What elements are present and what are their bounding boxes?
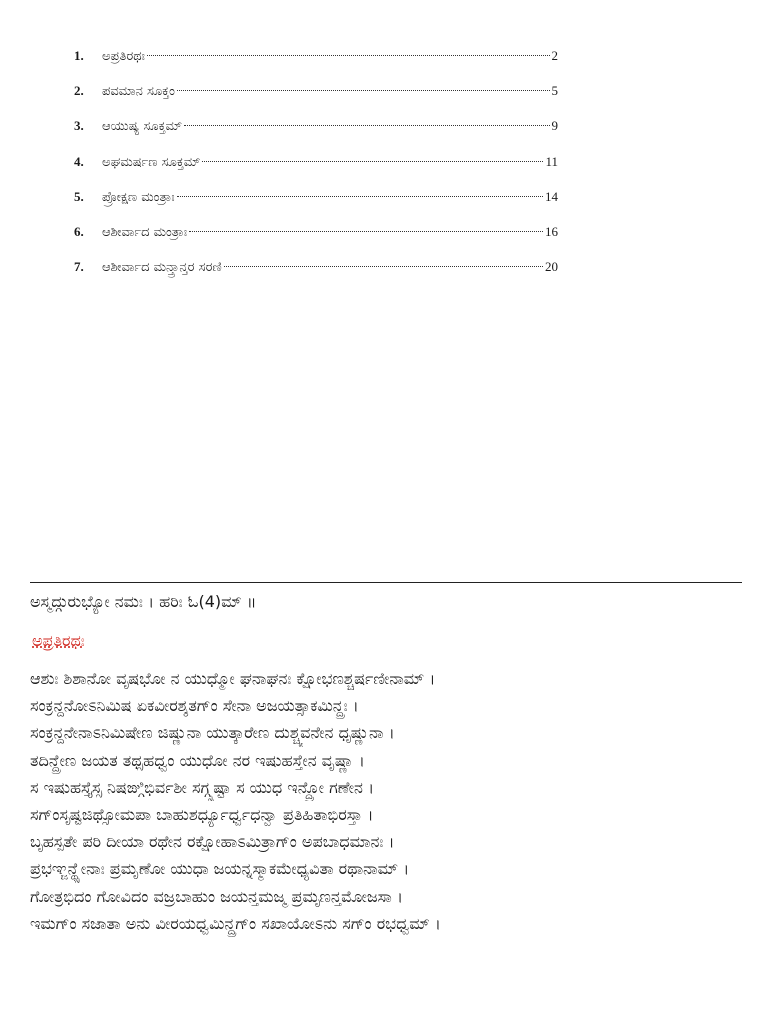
toc-entry[interactable] [74,116,558,151]
salutation-line: ಅಸ್ಮದ್ಗುರುಭ್ಯೋ ನಮಃ । ಹರಿಃ ಓ(4)ಮ್ ॥ [30,592,257,611]
toc-entry-number: 5. [74,188,84,204]
toc-entry-number: 2. [74,83,84,99]
toc-entry-title[interactable]: ಪವಮಾನ ಸೂಕ್ತಂ [102,84,175,100]
verse-line: ಸಂಕ್ರನ್ದನೋಽನಿಮಿಷ ಏಕವೀರಶ್ಶತಗ್ಂ ಸೇನಾ ಅಜಯತ್ಸಾಕಮಿನ್ದ್ರಃ । [30,696,359,716]
toc-entry[interactable] [74,81,558,116]
toc-dot-leader [177,196,543,197]
toc-entry-page[interactable]: 5 [551,83,558,99]
toc-entry[interactable] [74,46,558,81]
toc-entry[interactable] [74,222,558,257]
section-heading: ಅಪ್ರತಿರಥಃ [32,631,85,650]
toc-dot-leader [177,90,550,91]
verse-line: ಸಂಕ್ರನ್ದನೇನಾಽನಿಮಿಷೇಣ ಜಿಷ್ಣುನಾ ಯುತ್ಕಾರೇಣ ದುಶ್ಚ್ಯವನೇನ ಧೃಷ್ಣುನಾ । [30,723,395,743]
toc-entry-title[interactable]: ಆಶೀರ್ವಾದ ಮಂತ್ರಾಃ [102,224,188,240]
toc-dot-leader [147,55,550,56]
toc-entry-title[interactable]: ಪ್ರೋಕ್ಷಣ ಮಂತ್ರಾಃ [102,189,175,205]
verse-line: ಇಮಗ್ಂ ಸಜಾತಾ ಅನು ವೀರಯಧ್ವಮಿನ್ದ್ರಗ್ಂ ಸಖಾಯೋಽನು ಸಗ್ಂ ರಭಧ್ವಮ್ । [30,913,441,933]
table-of-contents [74,46,558,292]
toc-entry-title[interactable]: ಆಯುಷ್ಯ ಸೂಕ್ತಮ್ [102,119,183,135]
verse-line: ಪ್ರಭಞ್ಜನ್ಥ್ಸೇನಾಃ ಪ್ರಮೃಣೋ ಯುಧಾ ಜಯನ್ನಸ್ಮಾಕಮೇಧ್ಯವಿತಾ ರಥಾನಾಮ್ । [30,859,410,879]
verse-line: ತದಿನ್ದ್ರೇಣ ಜಯತ ತಥ್ಸಹಧ್ವಂ ಯುಧೋ ನರ ಇಷುಹಸ್ತೇನ ವೃಷ್ಣಾ । [30,750,365,770]
verse-line: ಸ ಇಷುಹಸ್ತೈಸ್ಸ ನಿಷಙ್ಗಿಭಿರ್ವಶೀ ಸಗ್ಗ್ಸ್ರಷ್ಟಾ ಸ ಯುಧ ಇನ್ದ್ರೋ ಗಣೇನ । [30,777,375,797]
toc-dot-leader [202,161,543,162]
toc-entry-number: 7. [74,259,84,275]
verse-line: ಆಶುಃ ಶಿಶಾನೋ ವೃಷಭೋ ನ ಯುಧ್ಮೋ ಘನಾಘನಃ ಕ್ಷೋಭಣಶ್ಚರ್ಷಣೀನಾಮ್ । [30,669,436,688]
toc-entry[interactable] [74,187,558,222]
toc-entry-title[interactable]: ಅಘಮರ್ಷಣ ಸೂಕ್ತಮ್ [102,154,201,170]
toc-entry-title[interactable]: ಅಪ್ರತಿರಥಃ [102,49,145,64]
toc-entry-page[interactable]: 11 [545,153,558,169]
toc-entry-number: 6. [74,223,84,239]
toc-entry-page[interactable]: 20 [545,259,558,275]
verse-line: ಬೃಹಸ್ಪತೇ ಪರಿ ದೀಯಾ ರಥೇನ ರಕ್ಷೋಹಾಽಮಿತ್ರಾಗ್ಂ ಅಪಬಾಧಮಾನಃ । [30,832,395,852]
toc-dot-leader [224,266,543,267]
verse-block [30,665,750,937]
toc-entry[interactable] [74,152,558,187]
toc-dot-leader [189,231,543,232]
toc-entry[interactable] [74,257,558,292]
toc-entry-page[interactable]: 2 [551,48,558,63]
toc-entry-number: 3. [74,118,84,134]
verse-line: ಸಗ್ಂಸೃಷ್ಟಜಿಥ್ಸೋಮಪಾ ಬಾಹುಶರ್ಧ್ಯೂರ್ಧ್ವಧನ್ವಾ ಪ್ರತಿಹಿತಾಭಿರಸ್ತಾ । [30,804,374,824]
toc-entry-number: 1. [74,48,84,63]
verse-line: ಗೋತ್ರಭಿದಂ ಗೋವಿದಂ ವಜ್ರಬಾಹುಂ ಜಯನ್ತಮಜ್ಮ ಪ್ರಮೃಣನ್ತಮೋಜಸಾ । [30,886,403,906]
toc-entry-title[interactable]: ಆಶೀರ್ವಾದ ಮನ್ತ್ರಾನ್ತರ ಸರಣಿ [102,260,222,276]
toc-entry-page[interactable]: 16 [545,223,558,239]
section-divider [30,582,742,583]
toc-dot-leader [184,125,549,126]
toc-entry-page[interactable]: 14 [545,188,558,204]
toc-entry-number: 4. [74,153,84,169]
toc-entry-page[interactable]: 9 [551,118,558,134]
